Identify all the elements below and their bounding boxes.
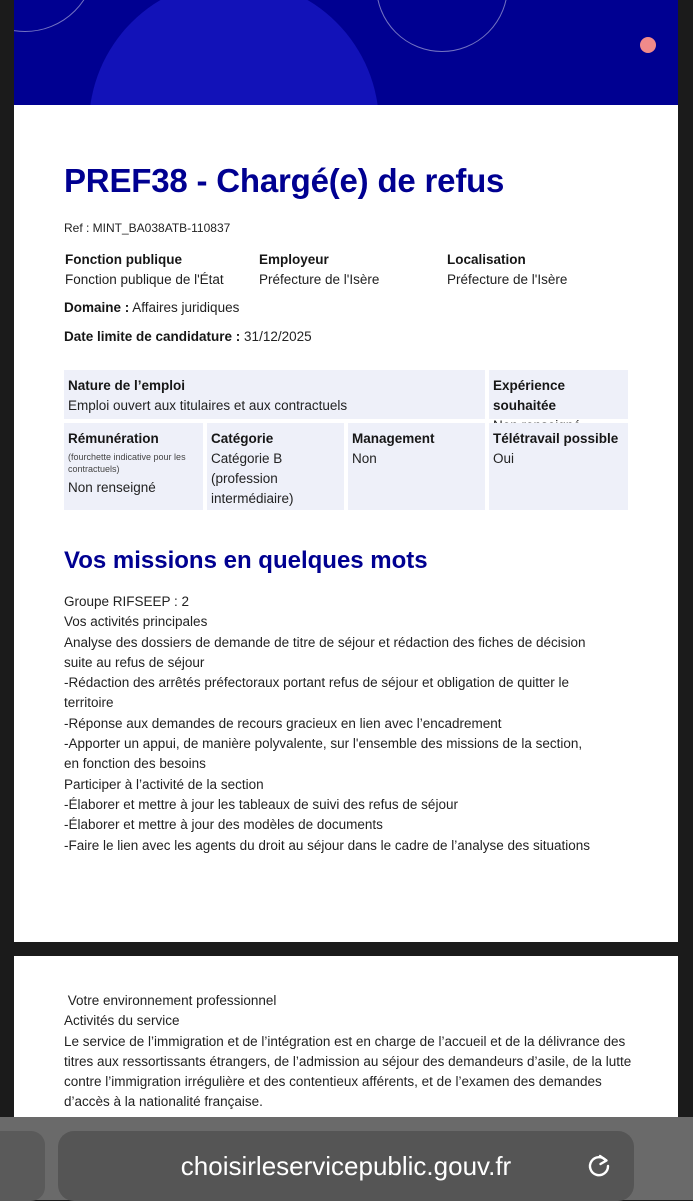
experience-label: Expérience souhaitée bbox=[493, 378, 566, 413]
environment-text bbox=[64, 991, 634, 1113]
remuneration-value: Non renseigné bbox=[68, 480, 156, 495]
environment-line: contre l’immigration irrégulière et des contentieux afférents, et de l’examen des demandes bbox=[64, 1074, 602, 1090]
domaine-line bbox=[64, 300, 239, 315]
teletravail-value: Oui bbox=[493, 451, 515, 466]
date-limite-label: Date limite de candidature : bbox=[64, 329, 241, 344]
domaine-label: Domaine : bbox=[64, 300, 130, 315]
localisation-label: Localisation bbox=[447, 252, 526, 267]
page-title: PREF38 - Chargé(e) de refus bbox=[64, 162, 505, 199]
missions-line: suite au refus de séjour bbox=[64, 654, 205, 670]
missions-line: Groupe RIFSEEP : 2 bbox=[64, 594, 190, 609]
remuneration-label: Rémunération bbox=[68, 431, 159, 446]
date-limite-line bbox=[64, 329, 312, 344]
job-reference: Ref : MINT_BA038ATB-110837 bbox=[64, 221, 231, 235]
environment-line: d’accès à la nationalité française. bbox=[64, 1094, 263, 1110]
missions-line: Participer à l’activité de la section bbox=[64, 776, 264, 792]
address-bar[interactable] bbox=[58, 1131, 634, 1201]
banner-decoration-dot bbox=[640, 37, 656, 53]
job-offer-page bbox=[14, 0, 678, 942]
missions-line: -Réponse aux demandes de recours gracieux en lien avec l’encadrement bbox=[64, 715, 502, 731]
environment-line: Activités du service bbox=[64, 1013, 180, 1029]
localisation-info bbox=[447, 250, 567, 290]
header-banner bbox=[14, 0, 678, 105]
localisation-value: Préfecture de l'Isère bbox=[447, 272, 568, 287]
categorie-value: Catégorie B (profession intermédiaire) bbox=[211, 451, 294, 506]
nature-emploi-cell bbox=[64, 370, 485, 419]
management-label: Management bbox=[352, 431, 435, 446]
missions-line: -Faire le lien avec les agents du droit au séjour dans le cadre de l’analyse des situations bbox=[64, 837, 591, 853]
missions-line: en fonction des besoins bbox=[64, 756, 206, 772]
nature-emploi-value: Emploi ouvert aux titulaires et aux contractuels bbox=[68, 398, 348, 413]
missions-line: Vos activités principales bbox=[64, 614, 208, 630]
remuneration-cell bbox=[64, 423, 203, 510]
categorie-label: Catégorie bbox=[211, 431, 274, 446]
management-value: Non bbox=[352, 451, 377, 466]
missions-text bbox=[64, 592, 624, 856]
management-cell bbox=[348, 423, 485, 510]
browser-bottom-bar bbox=[0, 1117, 693, 1200]
remuneration-note: (fourchette indicative pour les contractuels) bbox=[68, 452, 186, 474]
missions-line: Analyse des dossiers de demande de titre de séjour et rédaction des fiches de décision bbox=[64, 634, 586, 650]
environment-line: titres aux ressortissants étrangers, de l’admission au séjour des demandeurs d’asile, de la lutte bbox=[64, 1053, 632, 1069]
missions-line: -Rédaction des arrêtés préfectoraux portant refus de séjour et obligation de quitter le bbox=[64, 675, 570, 691]
nature-emploi-label: Nature de l’emploi bbox=[68, 378, 186, 393]
date-limite-value: 31/12/2025 bbox=[240, 329, 312, 344]
environment-line: Le service de l’immigration et de l’intégration est en charge de l’accueil et de la délivrance des bbox=[64, 1033, 626, 1049]
categorie-cell bbox=[207, 423, 344, 510]
previous-tab-preview[interactable] bbox=[0, 1131, 45, 1201]
domaine-value: Affaires juridiques bbox=[129, 300, 240, 315]
missions-heading: Vos missions en quelques mots bbox=[64, 547, 428, 574]
fonction-publique-label: Fonction publique bbox=[65, 252, 182, 267]
employeur-value: Préfecture de l'Isère bbox=[259, 272, 380, 287]
banner-decoration-ring bbox=[376, 0, 508, 52]
employeur-label: Employeur bbox=[259, 252, 329, 267]
environment-line: Votre environnement professionnel bbox=[64, 993, 277, 1008]
missions-line: territoire bbox=[64, 695, 114, 711]
reload-icon[interactable] bbox=[584, 1151, 614, 1181]
missions-line: -Élaborer et mettre à jour les tableaux de suivi des refus de séjour bbox=[64, 796, 458, 812]
missions-line: -Élaborer et mettre à jour des modèles de documents bbox=[64, 817, 383, 833]
employeur-info bbox=[259, 250, 379, 290]
banner-decoration-circle bbox=[89, 0, 379, 105]
teletravail-label: Télétravail possible bbox=[493, 431, 619, 446]
missions-line: -Apporter un appui, de manière polyvalente, sur l'ensemble des missions de la section, bbox=[64, 736, 583, 752]
banner-decoration-ring bbox=[14, 0, 96, 32]
teletravail-cell bbox=[489, 423, 628, 510]
url-text[interactable]: choisirleservicepublic.gouv.fr bbox=[180, 1151, 512, 1181]
fonction-publique-info bbox=[65, 250, 224, 290]
fonction-publique-value: Fonction publique de l'État bbox=[65, 272, 224, 287]
experience-cell bbox=[489, 370, 628, 419]
